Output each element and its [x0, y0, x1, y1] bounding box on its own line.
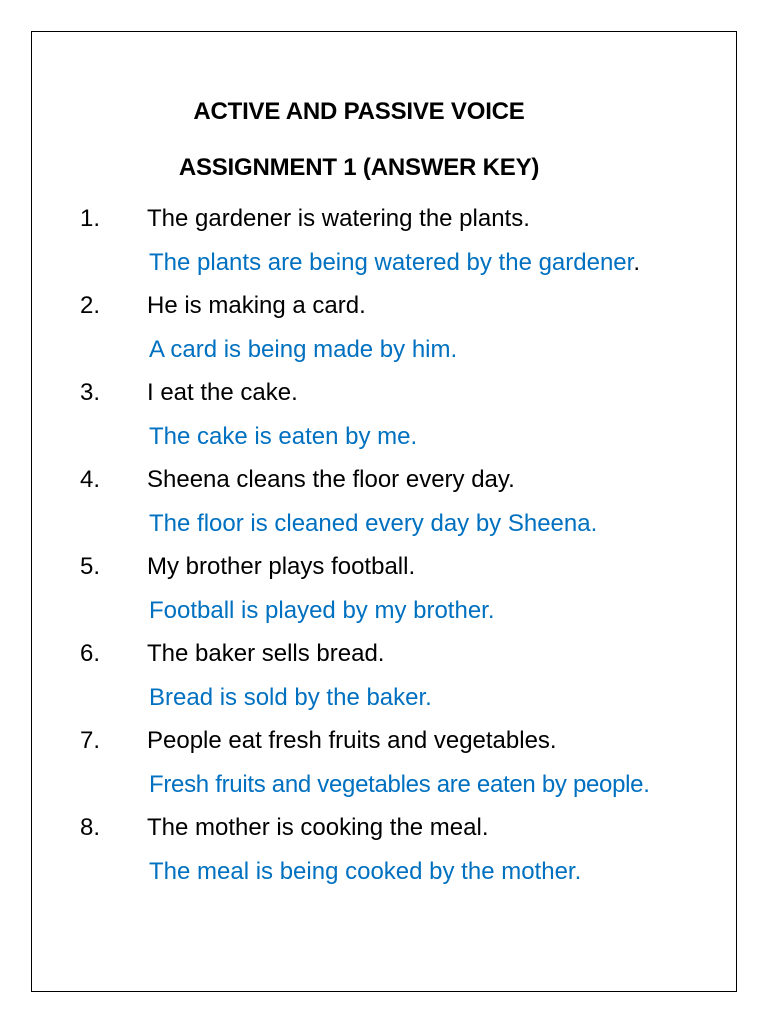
answer-list: [0, 205, 768, 901]
active-sentence: Sheena cleans the floor every day.: [147, 466, 515, 493]
list-item: [0, 814, 768, 901]
active-sentence: He is making a card.: [147, 292, 366, 319]
active-sentence: I eat the cake.: [147, 379, 298, 406]
passive-answer-text: Fresh fruits and vegetables are eaten by people.: [149, 771, 650, 798]
item-number: 7.: [80, 727, 101, 754]
passive-answer-text: Bread is sold by the baker.: [149, 684, 432, 711]
passive-answer: [149, 597, 495, 625]
item-number: 3.: [80, 379, 101, 406]
item-number: 8.: [80, 814, 101, 841]
item-number: 2.: [80, 292, 101, 319]
active-sentence: The baker sells bread.: [147, 640, 385, 667]
active-sentence: The gardener is watering the plants.: [147, 205, 530, 232]
document-title: ACTIVE AND PASSIVE VOICE: [193, 98, 525, 125]
passive-answer: [149, 684, 432, 712]
passive-answer: [149, 510, 597, 538]
list-item: [0, 205, 768, 292]
item-number: 6.: [80, 640, 101, 667]
passive-answer-text: Football is played by my brother.: [149, 597, 495, 624]
item-number: 4.: [80, 466, 101, 493]
document-subtitle: ASSIGNMENT 1 (ANSWER KEY): [178, 154, 540, 181]
list-item: [0, 640, 768, 727]
list-item: [0, 292, 768, 379]
passive-answer: [149, 249, 640, 277]
passive-answer: [149, 858, 581, 886]
list-item: [0, 466, 768, 553]
passive-answer-text: The plants are being watered by the gardener: [149, 249, 634, 276]
item-number: 5.: [80, 553, 101, 580]
list-item: [0, 727, 768, 814]
item-number: 1.: [80, 205, 101, 232]
active-sentence: People eat fresh fruits and vegetables.: [147, 727, 557, 754]
passive-answer-text: The meal is being cooked by the mother.: [149, 858, 582, 885]
list-item: [0, 379, 768, 466]
passive-answer-text: The cake is eaten by me.: [149, 423, 418, 450]
passive-answer: [149, 336, 457, 364]
passive-answer-trailing: .: [633, 249, 640, 276]
passive-answer-text: A card is being made by him.: [149, 336, 458, 363]
list-item: [0, 553, 768, 640]
active-sentence: The mother is cooking the meal.: [147, 814, 489, 841]
active-sentence: My brother plays football.: [147, 553, 416, 580]
passive-answer-text: The floor is cleaned every day by Sheena.: [149, 510, 598, 537]
passive-answer: [149, 423, 417, 451]
passive-answer: [149, 771, 650, 799]
